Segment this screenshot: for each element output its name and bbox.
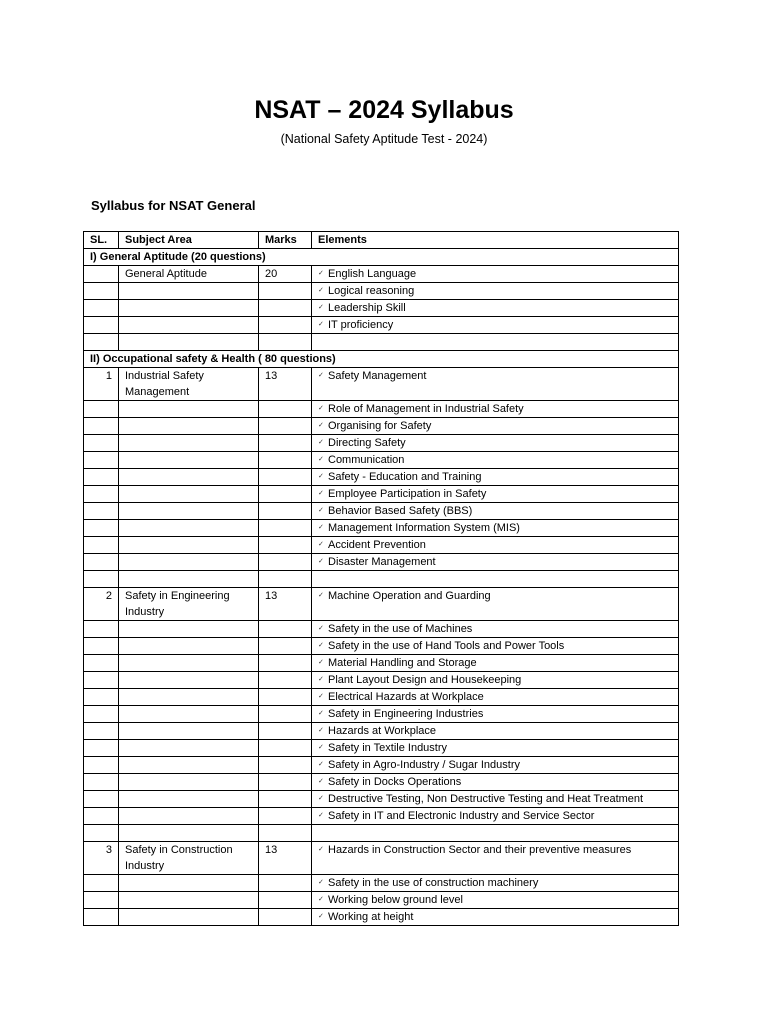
checkmark-icon: ✓ — [318, 676, 324, 683]
spacer-row — [84, 334, 679, 351]
table-header-row — [84, 232, 679, 249]
element-text: Management Information System (MIS) — [328, 522, 520, 534]
checkmark-icon: ✓ — [318, 372, 324, 379]
subject-area-cell: General Aptitude — [119, 266, 259, 283]
checkmark-icon: ✓ — [318, 846, 324, 853]
table-row — [84, 537, 679, 554]
element-cell — [312, 435, 679, 452]
section-title: II) Occupational safety & Health ( 80 questions) — [84, 351, 679, 368]
element-text: Disaster Management — [328, 556, 436, 568]
table-cell — [259, 571, 312, 588]
marks-cell: 20 — [259, 266, 312, 283]
subject-area-cell — [119, 283, 259, 300]
marks-cell — [259, 875, 312, 892]
element-cell — [312, 452, 679, 469]
table-body — [84, 249, 679, 926]
checkmark-icon: ✓ — [318, 727, 324, 734]
sl-cell — [84, 520, 119, 537]
subject-area-cell: Safety in Construction Industry — [119, 842, 259, 875]
marks-cell — [259, 892, 312, 909]
table-row — [84, 842, 679, 875]
subject-area-cell — [119, 875, 259, 892]
checkmark-icon: ✓ — [318, 913, 324, 920]
table-row — [84, 317, 679, 334]
subject-area-cell — [119, 909, 259, 926]
subject-area-cell — [119, 740, 259, 757]
element-text: Behavior Based Safety (BBS) — [328, 505, 473, 517]
element-cell — [312, 774, 679, 791]
subject-area-cell — [119, 401, 259, 418]
table-row — [84, 757, 679, 774]
marks-cell — [259, 300, 312, 317]
marks-cell: 13 — [259, 368, 312, 401]
checkmark-icon: ✓ — [318, 270, 324, 277]
sl-cell — [84, 486, 119, 503]
table-row — [84, 638, 679, 655]
sl-cell — [84, 452, 119, 469]
element-cell — [312, 469, 679, 486]
element-cell — [312, 537, 679, 554]
subject-area-cell — [119, 418, 259, 435]
checkmark-icon: ✓ — [318, 558, 324, 565]
table-row — [84, 401, 679, 418]
table-row — [84, 300, 679, 317]
checkmark-icon: ✓ — [318, 490, 324, 497]
marks-cell — [259, 537, 312, 554]
subject-area-cell — [119, 520, 259, 537]
checkmark-icon: ✓ — [318, 422, 324, 429]
table-cell — [84, 825, 119, 842]
marks-cell — [259, 672, 312, 689]
sl-cell — [84, 503, 119, 520]
marks-cell — [259, 655, 312, 672]
subject-area-cell — [119, 469, 259, 486]
checkmark-icon: ✓ — [318, 761, 324, 768]
table-cell — [259, 334, 312, 351]
checkmark-icon: ✓ — [318, 287, 324, 294]
marks-cell — [259, 808, 312, 825]
table-row — [84, 452, 679, 469]
sl-cell — [84, 537, 119, 554]
subject-area-cell — [119, 706, 259, 723]
sl-cell — [84, 554, 119, 571]
table-row — [84, 774, 679, 791]
table-row — [84, 655, 679, 672]
table-row — [84, 723, 679, 740]
element-text: Employee Participation in Safety — [328, 488, 487, 500]
marks-cell — [259, 435, 312, 452]
table-row — [84, 808, 679, 825]
element-cell — [312, 791, 679, 808]
table-cell — [312, 334, 679, 351]
element-cell — [312, 486, 679, 503]
element-cell — [312, 740, 679, 757]
element-text: Hazards in Construction Sector and their preventive measures — [328, 844, 632, 856]
sl-cell — [84, 655, 119, 672]
sl-cell — [84, 401, 119, 418]
spacer-row — [84, 825, 679, 842]
sl-cell — [84, 791, 119, 808]
element-text: Communication — [328, 454, 405, 466]
table-cell — [84, 334, 119, 351]
table-row — [84, 909, 679, 926]
sl-cell — [84, 808, 119, 825]
element-cell — [312, 757, 679, 774]
marks-cell — [259, 401, 312, 418]
marks-cell — [259, 283, 312, 300]
table-row — [84, 418, 679, 435]
sl-cell — [84, 689, 119, 706]
subject-area-cell — [119, 503, 259, 520]
marks-cell — [259, 486, 312, 503]
marks-cell — [259, 452, 312, 469]
element-text: Safety - Education and Training — [328, 471, 482, 483]
page-title: NSAT – 2024 Syllabus — [254, 96, 514, 124]
checkmark-icon: ✓ — [318, 896, 324, 903]
element-text: Hazards at Workplace — [328, 725, 437, 737]
section-title: I) General Aptitude (20 questions) — [84, 249, 679, 266]
sl-cell — [84, 892, 119, 909]
marks-cell — [259, 503, 312, 520]
marks-cell — [259, 638, 312, 655]
table-cell — [84, 571, 119, 588]
table-row — [84, 689, 679, 706]
checkmark-icon: ✓ — [318, 625, 324, 632]
marks-cell: 13 — [259, 842, 312, 875]
sl-cell — [84, 621, 119, 638]
element-cell — [312, 266, 679, 283]
element-cell — [312, 723, 679, 740]
element-cell — [312, 368, 679, 401]
table-row — [84, 368, 679, 401]
page-subtitle: (National Safety Aptitude Test - 2024) — [280, 132, 488, 146]
element-text: Role of Management in Industrial Safety — [328, 403, 524, 415]
marks-cell: 13 — [259, 588, 312, 621]
table-row — [84, 435, 679, 452]
table-row — [84, 588, 679, 621]
column-header-subject-area: Subject Area — [119, 232, 259, 249]
table-cell — [259, 825, 312, 842]
element-text: Safety in the use of Hand Tools and Power Tools — [328, 640, 565, 652]
table-row — [84, 469, 679, 486]
subject-area-cell: Safety in Engineering Industry — [119, 588, 259, 621]
marks-cell — [259, 740, 312, 757]
table-cell — [312, 571, 679, 588]
checkmark-icon: ✓ — [318, 541, 324, 548]
marks-cell — [259, 418, 312, 435]
element-text: Safety in the use of construction machinery — [328, 877, 539, 889]
sl-cell — [84, 723, 119, 740]
table-cell — [312, 825, 679, 842]
subject-area-cell — [119, 435, 259, 452]
element-cell — [312, 689, 679, 706]
checkmark-icon: ✓ — [318, 524, 324, 531]
column-header-sl: SL. — [84, 232, 119, 249]
checkmark-icon: ✓ — [318, 405, 324, 412]
checkmark-icon: ✓ — [318, 456, 324, 463]
checkmark-icon: ✓ — [318, 473, 324, 480]
subject-area-cell — [119, 892, 259, 909]
subject-area-cell — [119, 452, 259, 469]
subject-area-cell — [119, 757, 259, 774]
marks-cell — [259, 554, 312, 571]
table-row — [84, 672, 679, 689]
column-header-elements: Elements — [312, 232, 679, 249]
element-cell — [312, 892, 679, 909]
element-cell — [312, 317, 679, 334]
subject-area-cell — [119, 774, 259, 791]
subject-area-cell — [119, 537, 259, 554]
subject-area-cell — [119, 689, 259, 706]
table-row — [84, 791, 679, 808]
element-cell — [312, 621, 679, 638]
element-text: Organising for Safety — [328, 420, 432, 432]
sl-cell — [84, 317, 119, 334]
subject-area-cell — [119, 300, 259, 317]
checkmark-icon: ✓ — [318, 812, 324, 819]
table-cell — [119, 571, 259, 588]
sl-cell — [84, 418, 119, 435]
marks-cell — [259, 706, 312, 723]
subject-area-cell — [119, 638, 259, 655]
element-text: English Language — [328, 268, 417, 280]
element-text: Working at height — [328, 911, 414, 923]
marks-cell — [259, 757, 312, 774]
sl-cell — [84, 300, 119, 317]
table-row — [84, 520, 679, 537]
element-cell — [312, 300, 679, 317]
marks-cell — [259, 520, 312, 537]
sl-cell — [84, 469, 119, 486]
table-row — [84, 875, 679, 892]
sl-cell — [84, 283, 119, 300]
element-text: Working below ground level — [328, 894, 463, 906]
element-cell — [312, 842, 679, 875]
element-cell — [312, 875, 679, 892]
element-text: Safety Management — [328, 370, 427, 382]
marks-cell — [259, 774, 312, 791]
element-text: Directing Safety — [328, 437, 406, 449]
element-text: IT proficiency — [328, 319, 394, 331]
sl-cell: 3 — [84, 842, 119, 875]
sl-cell — [84, 909, 119, 926]
table-cell — [119, 825, 259, 842]
sl-cell — [84, 672, 119, 689]
sl-cell: 2 — [84, 588, 119, 621]
element-cell — [312, 401, 679, 418]
element-cell — [312, 638, 679, 655]
sl-cell — [84, 774, 119, 791]
marks-cell — [259, 469, 312, 486]
element-cell — [312, 655, 679, 672]
element-cell — [312, 283, 679, 300]
marks-cell — [259, 909, 312, 926]
subject-area-cell — [119, 672, 259, 689]
sl-cell — [84, 740, 119, 757]
sl-cell — [84, 757, 119, 774]
subject-area-cell — [119, 317, 259, 334]
subject-area-cell — [119, 723, 259, 740]
element-text: Safety in Engineering Industries — [328, 708, 484, 720]
subject-area-cell — [119, 655, 259, 672]
element-cell — [312, 706, 679, 723]
checkmark-icon: ✓ — [318, 507, 324, 514]
sl-cell — [84, 266, 119, 283]
subject-area-cell — [119, 791, 259, 808]
element-cell — [312, 808, 679, 825]
table-row — [84, 554, 679, 571]
syllabus-table — [83, 231, 679, 926]
sl-cell: 1 — [84, 368, 119, 401]
section-heading-row — [84, 249, 679, 266]
element-cell — [312, 520, 679, 537]
checkmark-icon: ✓ — [318, 879, 324, 886]
sl-cell — [84, 638, 119, 655]
table-row — [84, 892, 679, 909]
table-cell — [119, 334, 259, 351]
checkmark-icon: ✓ — [318, 778, 324, 785]
element-cell — [312, 672, 679, 689]
element-text: Leadership Skill — [328, 302, 406, 314]
marks-cell — [259, 723, 312, 740]
table-row — [84, 740, 679, 757]
sl-cell — [84, 435, 119, 452]
element-cell — [312, 909, 679, 926]
element-text: Machine Operation and Guarding — [328, 590, 491, 602]
checkmark-icon: ✓ — [318, 744, 324, 751]
subject-area-cell — [119, 486, 259, 503]
table-row — [84, 486, 679, 503]
section-heading-row — [84, 351, 679, 368]
checkmark-icon: ✓ — [318, 710, 324, 717]
sl-cell — [84, 706, 119, 723]
element-cell — [312, 554, 679, 571]
subject-area-cell: Industrial Safety Management — [119, 368, 259, 401]
checkmark-icon: ✓ — [318, 642, 324, 649]
checkmark-icon: ✓ — [318, 592, 324, 599]
checkmark-icon: ✓ — [318, 795, 324, 802]
checkmark-icon: ✓ — [318, 439, 324, 446]
marks-cell — [259, 621, 312, 638]
element-text: Electrical Hazards at Workplace — [328, 691, 484, 703]
column-header-marks: Marks — [259, 232, 312, 249]
element-text: Logical reasoning — [328, 285, 415, 297]
table-row — [84, 621, 679, 638]
element-text: Destructive Testing, Non Destructive Testing and Heat Treatment — [328, 793, 644, 805]
marks-cell — [259, 791, 312, 808]
element-text: Plant Layout Design and Housekeeping — [328, 674, 522, 686]
marks-cell — [259, 689, 312, 706]
element-text: Safety in Agro-Industry / Sugar Industry — [328, 759, 520, 771]
table-row — [84, 503, 679, 520]
checkmark-icon: ✓ — [318, 304, 324, 311]
element-text: Material Handling and Storage — [328, 657, 477, 669]
subject-area-cell — [119, 554, 259, 571]
element-text: Safety in Docks Operations — [328, 776, 462, 788]
table-row — [84, 283, 679, 300]
spacer-row — [84, 571, 679, 588]
checkmark-icon: ✓ — [318, 693, 324, 700]
element-text: Accident Prevention — [328, 539, 426, 551]
subject-area-cell — [119, 621, 259, 638]
element-text: Safety in IT and Electronic Industry and Service Sector — [328, 810, 595, 822]
element-text: Safety in the use of Machines — [328, 623, 473, 635]
element-cell — [312, 503, 679, 520]
table-row — [84, 266, 679, 283]
checkmark-icon: ✓ — [318, 659, 324, 666]
subject-area-cell — [119, 808, 259, 825]
element-cell — [312, 588, 679, 621]
element-text: Safety in Textile Industry — [328, 742, 448, 754]
checkmark-icon: ✓ — [318, 321, 324, 328]
sl-cell — [84, 875, 119, 892]
element-cell — [312, 418, 679, 435]
section-heading: Syllabus for NSAT General — [91, 198, 256, 213]
marks-cell — [259, 317, 312, 334]
table-row — [84, 706, 679, 723]
